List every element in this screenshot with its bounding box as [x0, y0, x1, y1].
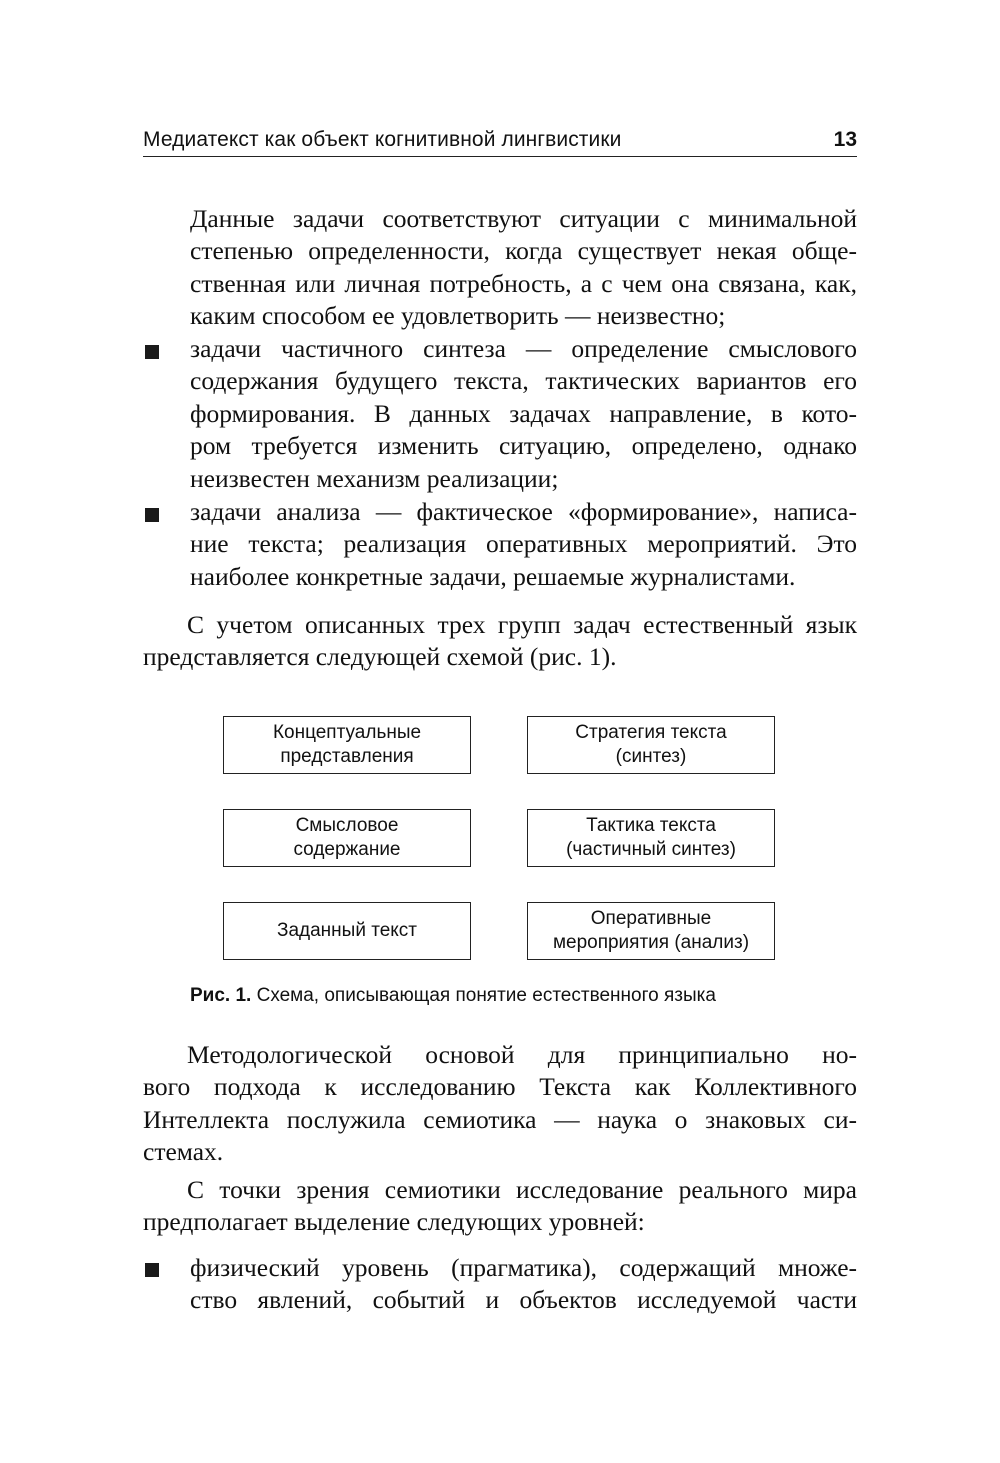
text-line: задачи частичного синтеза — определение смыслового	[190, 334, 857, 363]
text-line: Интеллекта послужила семиотика — наука о знаковых си-	[143, 1104, 857, 1134]
text-line: С учетом описанных трех групп задач естественный язык	[187, 610, 857, 639]
diagram-box	[223, 809, 471, 867]
paragraph-continuation	[190, 203, 857, 333]
paragraph	[143, 609, 857, 674]
diagram-box-label: Стратегия текста (синтез)	[575, 722, 727, 767]
text-line: ние текста; реализация оперативных мероприятий. Это	[190, 529, 857, 559]
text-line: Методологической основой для принципиально но-	[187, 1040, 857, 1069]
diagram-box	[527, 902, 775, 960]
caption-text: Схема, описывающая понятие естественного языка	[251, 985, 716, 1006]
figure-caption	[190, 985, 716, 1007]
caption-label: Рис. 1.	[190, 985, 252, 1006]
diagram-box	[527, 716, 775, 774]
text-line: задачи анализа — фактическое «формирование», написа-	[190, 497, 857, 526]
text-line: стемах.	[143, 1137, 224, 1167]
text-line: формирования. В данных задачах направление, в кото-	[190, 398, 857, 428]
list-item	[190, 496, 857, 593]
running-header	[143, 126, 857, 157]
diagram-box-label: Тактика текста (частичный синтез)	[566, 815, 736, 860]
text-line: вого подхода к исследованию Текста как Коллективного	[143, 1072, 857, 1102]
text-line: каким способом ее удовлетворить — неизвестно;	[190, 301, 726, 331]
bullet-square-icon	[145, 1263, 159, 1277]
diagram-box-label: Заданный текст	[276, 920, 417, 941]
bullet-square-icon	[145, 508, 159, 522]
list-item	[190, 333, 857, 495]
paragraph	[143, 1039, 857, 1169]
text-line: физический уровень (прагматика), содержащий множе-	[190, 1253, 857, 1282]
text-line: ство явлений, событий и объектов исследуемой части	[190, 1285, 857, 1315]
list-item	[190, 1252, 857, 1317]
page-number: 13	[833, 128, 857, 151]
bullet-square-icon	[145, 345, 159, 359]
text-line: С точки зрения семиотики исследование реального мира	[187, 1175, 857, 1204]
text-line: наиболее конкретные задачи, решаемые журналистами.	[190, 561, 796, 591]
text-line: степенью определенности, когда существует некая обще-	[190, 236, 857, 266]
text-line: Данные задачи соответствуют ситуации с минимальной	[190, 204, 857, 233]
header-title: Медиатекст как объект когнитивной лингвистики	[143, 128, 622, 151]
diagram-box	[223, 902, 471, 960]
text-line: неизвестен механизм реализации;	[190, 463, 559, 493]
text-line: предполагает выделение следующих уровней:	[143, 1207, 645, 1237]
text-line: ственная или личная потребность, а с чем она связана, как,	[190, 268, 857, 298]
text-line: ром требуется изменить ситуацию, определено, однако	[190, 431, 857, 461]
paragraph	[143, 1174, 857, 1239]
diagram-box-label: Оперативные мероприятия (анализ)	[552, 908, 750, 953]
text-line: представляется следующей схемой (рис. 1).	[143, 642, 617, 672]
diagram-box	[223, 716, 471, 774]
text-line: содержания будущего текста, тактических вариантов его	[190, 366, 857, 396]
diagram-box-label: Концептуальные представления	[272, 722, 422, 767]
diagram-box-label: Смысловое содержание	[293, 815, 401, 860]
diagram-box	[527, 809, 775, 867]
